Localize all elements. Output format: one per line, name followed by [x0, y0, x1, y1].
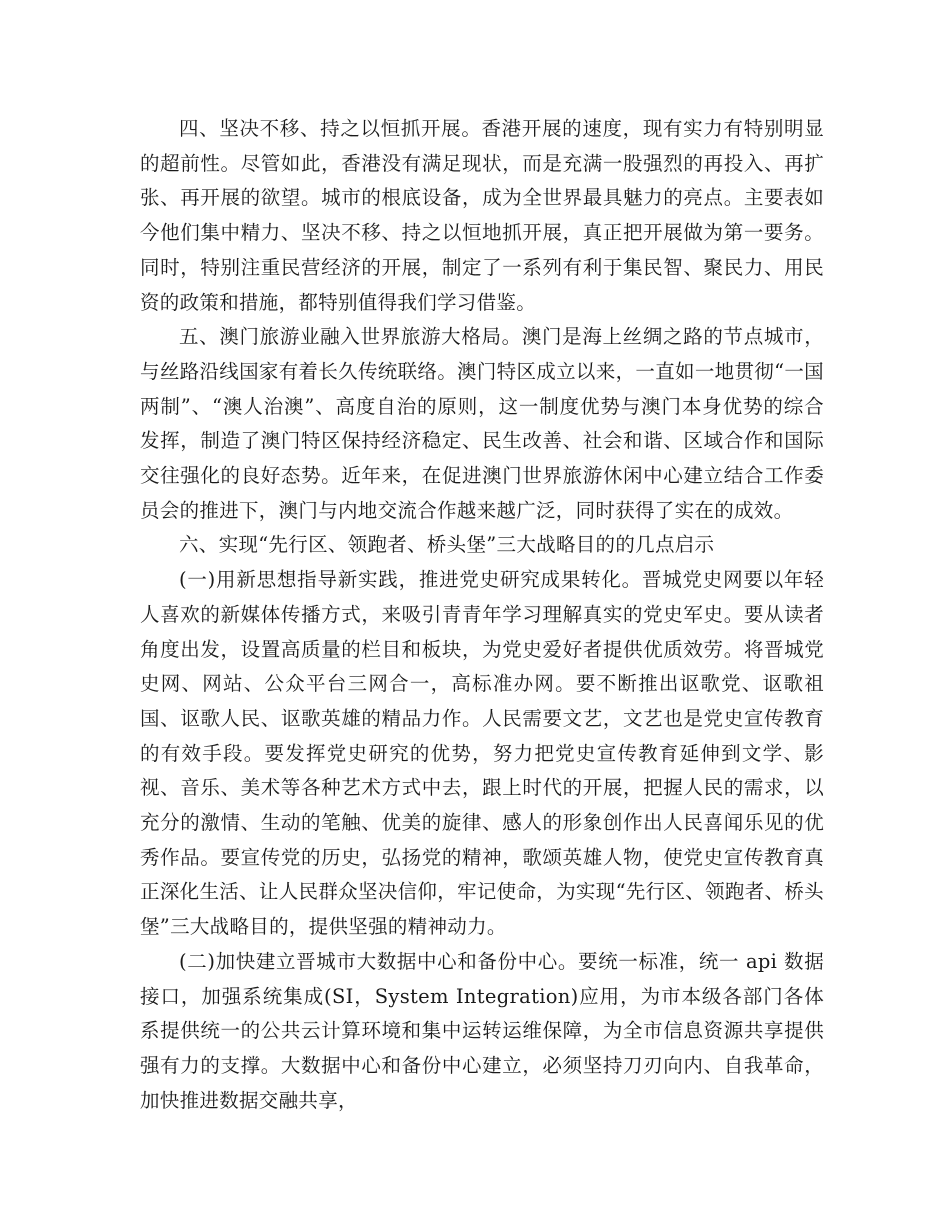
paragraph-big-data-center: (二)加快建立晋城市大数据中心和备份中心。要统一标准，统一 api 数据接口，加强系统集成(SI，System Integration)应用，为市本级各部门各体系提供统一的公共云计算环境和集中运转运维保障，为全市信息资源共享提供强有力的支撑。大数据中心和备份中心建立，必须坚持刀刃向内、自我革命，加快推进数据交融共享，	[140, 949, 824, 1112]
paragraph-macau-tourism: 五、澳门旅游业融入世界旅游大格局。澳门是海上丝绸之路的节点城市，与丝路沿线国家有着长久传统联络。澳门特区成立以来，一直如一地贯彻“一国两制”、“澳人治澳”、高度自治的原则，这一制度优势与澳门本身优势的综合发挥，制造了澳门特区保持经济稳定、民生改善、社会和谐、区域合作和国际交往强化的良好态势。近年来，在促进澳门世界旅游休闲中心建立结合工作委员会的推进下，澳门与内地交流合作越来越广泛，同时获得了实在的成效。	[140, 325, 824, 522]
paragraph-hong-kong-development: 四、坚决不移、持之以恒抓开展。香港开展的速度，现有实力有特别明显的超前性。尽管如此，香港没有满足现状，而是充满一股强烈的再投入、再扩张、再开展的欲望。城市的根底设备，成为全世界最具魅力的亮点。主要表如今他们集中精力、坚决不移、持之以恒地抓开展，真正把开展做为第一要务。同时，特别注重民营经济的开展，制定了一系列有利于集民智、聚民力、用民资的政策和措施，都特别值得我们学习借鉴。	[140, 117, 824, 314]
paragraph-party-history-research: (一)用新思想指导新实践，推进党史研究成果转化。晋城党史网要以年轻人喜欢的新媒体传播方式，来吸引青青年学习理解真实的党史军史。要从读者角度出发，设置高质量的栏目和板块，为党史爱好者提供优质效劳。将晋城党史网、网站、公众平台三网合一，高标准办网。要不断推出讴歌党、讴歌祖国、讴歌人民、讴歌英雄的精品力作。人民需要文艺，文艺也是党史宣传教育的有效手段。要发挥党史研究的优势，努力把党史宣传教育延伸到文学、影视、音乐、美术等各种艺术方式中去，跟上时代的开展，把握人民的需求，以充分的激情、生动的笔触、优美的旋律、感人的形象创作出人民喜闻乐见的优秀作品。要宣传党的历史，弘扬党的精神，歌颂英雄人物，使党史宣传教育真正深化生活、让人民群众坚决信仰，牢记使命，为实现“先行区、领跑者、桥头堡”三大战略目的，提供坚强的精神动力。	[140, 568, 824, 939]
document-page	[140, 112, 824, 1118]
section-heading-strategic-goals: 六、实现“先行区、领跑者、桥头堡”三大战略目的的几点启示	[179, 533, 715, 557]
